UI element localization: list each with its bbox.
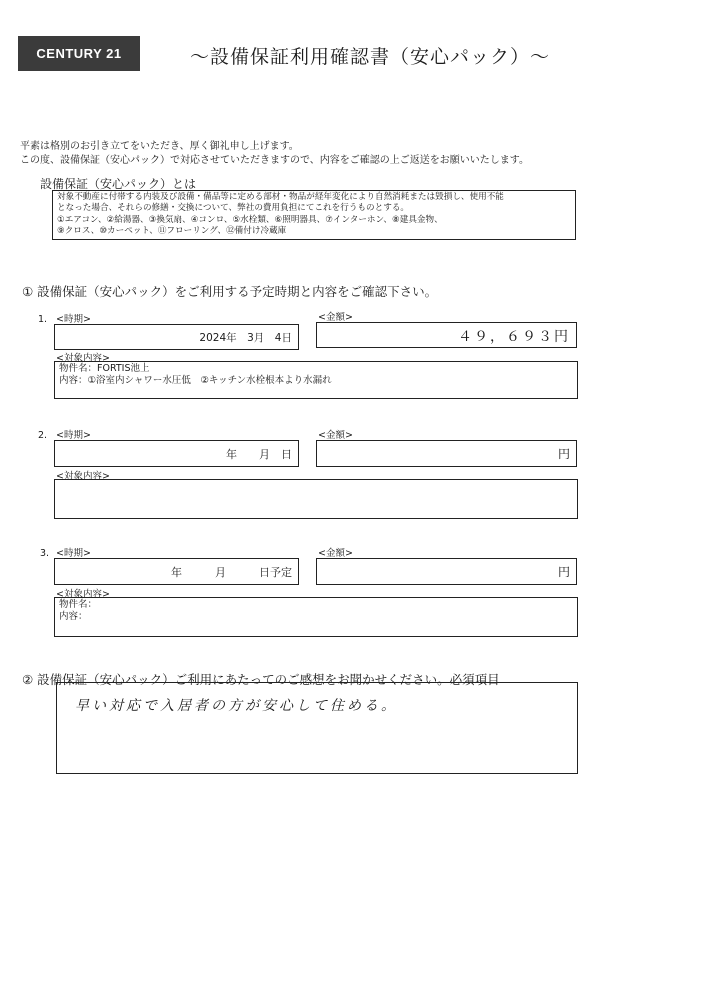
definition-heading: 設備保証（安心パック）とは [40, 177, 197, 191]
entry2-period-value: 年 月 日 [226, 448, 292, 461]
entry3-amount-value: 円 [557, 565, 570, 579]
entry2-period-label: <時期> [56, 430, 91, 441]
entry3-number: 3. [40, 548, 50, 559]
entry1-period-value: 2024年 3月 4日 [199, 332, 292, 344]
entry3-period-value: 年 月 日予定 [171, 566, 292, 579]
intro-line-2: この度、設備保証（安心パック）で対応させていただきますので、内容をご確認の上ご返送をお願いいたします。 [20, 155, 529, 166]
entry2-number: 2. [38, 430, 48, 441]
entry3-period-label: <時期> [56, 548, 91, 559]
entry1-period-label: <時期> [56, 314, 91, 325]
entry3-amount-field[interactable] [316, 558, 577, 585]
entry1-content-label: <対象内容> [56, 353, 110, 364]
entry1-amount-label: <金額> [318, 312, 353, 323]
definition-line: ⑨クロス、⑩カーペット、⑪フローリング、⑫備付け冷蔵庫 [57, 226, 287, 237]
entry2-content-field[interactable] [54, 479, 578, 519]
entry1-amount-value: ４９，６９３円 [458, 329, 570, 345]
entry3-content-line: 内容： [59, 611, 88, 622]
entry3-period-field[interactable] [54, 558, 299, 585]
entry1-period-field[interactable] [54, 324, 299, 350]
entry2-amount-value: 円 [557, 447, 570, 461]
entry1-amount-field[interactable] [316, 322, 577, 348]
feedback-handwriting: 早い対応で入居者の方が安心して住める。 [75, 698, 398, 714]
definition-line: 対象不動産に付帯する内装及び設備・備品等に定める部材・物品が経年変化により自然消耗または毀損し、使用不能 [57, 192, 504, 202]
entry1-content-field[interactable] [54, 361, 578, 399]
definition-line: となった場合、それらの修繕・交換について、弊社の費用負担にてこれを行うものとする。 [57, 203, 410, 214]
definition-line: ①エアコン、②給湯器、③換気扇、④コンロ、⑤水栓類、⑥照明器具、⑦インターホン、⑧建具金物、 [57, 214, 443, 225]
entry3-amount-label: <金額> [318, 548, 353, 559]
entry2-content-label: <対象内容> [56, 471, 110, 482]
entry1-content-line: 内容：①浴室内シャワー水圧低 ②キッチン水栓根本より水漏れ [59, 375, 332, 386]
feedback-field[interactable] [56, 682, 578, 774]
entry1-number: 1. [38, 314, 48, 325]
entry2-amount-label: <金額> [318, 430, 353, 441]
intro-line-1: 平素は格別のお引き立てをいただき、厚く御礼申し上げます。 [20, 141, 299, 152]
entry2-period-field[interactable] [54, 440, 299, 467]
entry1-content-line: 物件名：FORTIS池上 [59, 363, 150, 374]
entry3-content-field[interactable] [54, 597, 578, 637]
section1-heading: ① 設備保証（安心パック）をご利用する予定時期と内容をご確認下さい。 [22, 284, 438, 299]
section2-heading: ② 設備保証（安心パック）ご利用にあたってのご感想をお聞かせください。必須項目 [22, 672, 500, 687]
definition-box [52, 190, 576, 240]
entry3-content-label: <対象内容> [56, 589, 110, 600]
century21-logo: CENTURY 21 [18, 36, 140, 71]
entry2-amount-field[interactable] [316, 440, 577, 467]
page-title: ～設備保証利用確認書（安心パック）～ [190, 46, 551, 68]
entry3-content-line: 物件名： [59, 599, 98, 610]
